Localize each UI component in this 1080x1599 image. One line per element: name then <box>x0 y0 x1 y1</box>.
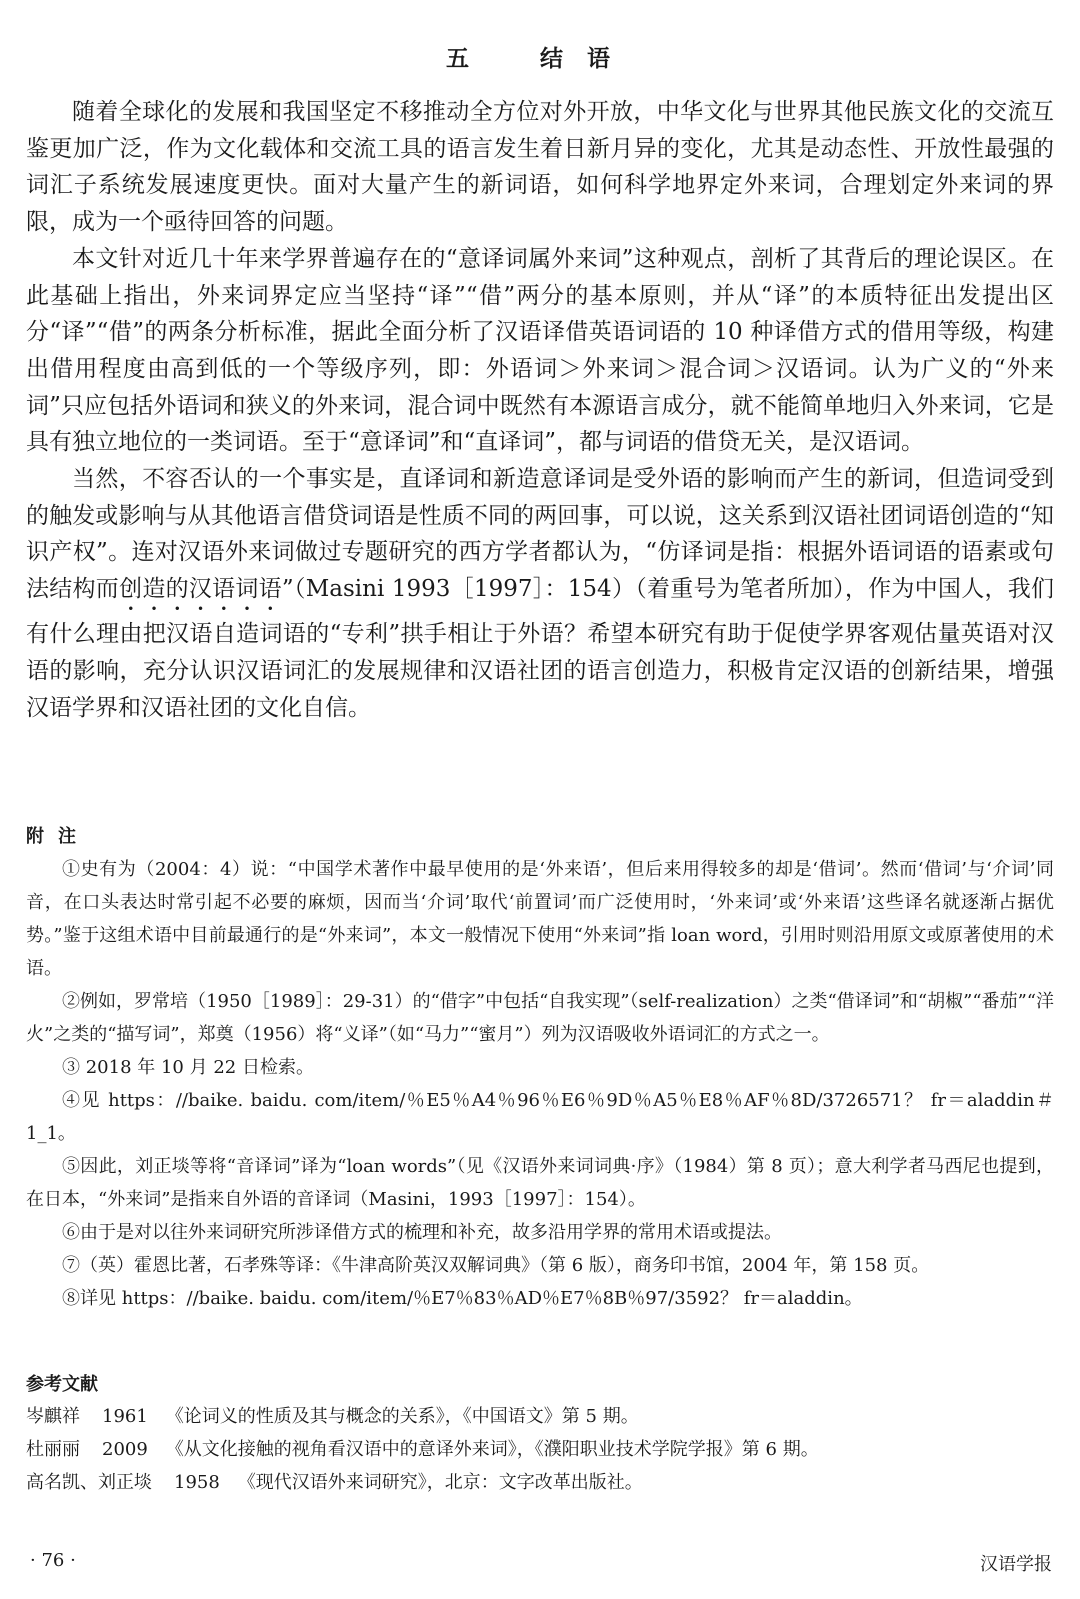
reference-author: 杜丽丽 <box>26 1439 80 1460</box>
reference-year: 2009 <box>102 1439 148 1460</box>
page-number: · 76 · <box>30 1550 76 1571</box>
reference-title: 《论词义的性质及其与概念的关系》，《中国语文》第 5 期。 <box>165 1406 639 1427</box>
note-item: ⑦（英）霍恩比著，石孝殊等译：《牛津高阶英汉双解词典》（第 6 版），商务印书馆，2004 年，第 158 页。 <box>62 1255 930 1276</box>
reference-year: 1958 <box>174 1472 220 1493</box>
emphasized-text: 创造的汉语词语 <box>119 576 282 603</box>
references-heading: 参考文献 <box>26 1374 98 1395</box>
note-item: ②例如，罗常培（1950［1989］：29-31）的“借字”中包括“自我实现”（self-realization）之类“借译词”和“胡椒”“番茄”“洋火”之类的“描写词”，郑奠（1956）将“义译”（如“马力”“蜜月”）列为汉语吸收外语词汇的方式之一。 <box>26 991 1054 1045</box>
reference-author: 高名凯、刘正埮 <box>26 1472 152 1493</box>
paragraph-part: 当然，不容否认的一个事实是，直译词和新造意译词是受外语的影响而产生的新词，但造词受到的触发或影响与从其他语言借贷词语是性质不同的两回事，可以说，这关系到汉语社团词语创造的“知识产权”。连对汉语外来词做过专题研究的西方学者都认为，“仿译词是指：根据外语词语的语素或句法结构而 <box>26 466 1054 603</box>
section-title: 五 结语 <box>446 46 634 72</box>
journal-name: 汉语学报 <box>980 1554 1052 1575</box>
paragraph: 本文针对近几十年来学界普遍存在的“意译词属外来词”这种观点，剖析了其背后的理论误区。在此基础上指出，外来词界定应当坚持“译”“借”两分的基本原则，并从“译”的本质特征出发提出区分“译”“借”的两条分析标准，据此全面分析了汉语译借英语词语的 10 种译借方式的借用等级，构建出借用程度由高到低的一个等级序列，即：外语词＞外来词＞混合词＞汉语词。认为广义的“外来词”只应包括外语词和狭义的外来词，混合词中既然有本源语言成分，就不能简单地归入外来词，它是具有独立地位的一类词语。至于“意译词”和“直译词”，都与词语的借贷无关，是汉语词。 <box>26 245 1054 456</box>
reference-title: 《从文化接触的视角看汉语中的意译外来词》，《濮阳职业技术学院学报》第 6 期。 <box>165 1439 819 1460</box>
notes-list <box>26 853 1054 1315</box>
reference-author: 岑麒祥 <box>26 1406 80 1427</box>
note-item: ③ 2018 年 10 月 22 日检索。 <box>62 1057 314 1078</box>
reference-item <box>26 1466 1054 1499</box>
notes-heading: 附注 <box>26 826 90 847</box>
reference-item <box>26 1433 1054 1466</box>
note-item: ④见 https：//baike. baidu. com/item/％E5％A4％96％E6％9D％A5％E8％AF％8D/3726571？ fr＝aladdin＃1_1。 <box>26 1090 1054 1144</box>
paragraph-part: ”（Masini 1993［1997］：154）（着重号为笔者所加），作为中国人，我们有什么理由把汉语自造词语的“专利”拱手相让于外语？希望本研究有助于促使学界客观估量英语对汉语的影响，充分认识汉语词汇的发展规律和汉语社团的语言创造力，积极肯定汉语的创新结果，增强汉语学界和汉语社团的文化自信。 <box>26 576 1054 721</box>
note-item: ①史有为（2004：4）说：“中国学术著作中最早使用的是‘外来语’，但后来用得较多的却是‘借词’。然而‘借词’与‘介词’同音，在口头表达时常引起不必要的麻烦，因而当‘介词’取代‘前置词’而广泛使用时，‘外来词’或‘外来语’这些译名就逐渐占据优势。”鉴于这组术语中目前最通行的是“外来词”，本文一般情况下使用“外来词”指 loan word，引用时则沿用原文或原著使用的术语。 <box>26 859 1054 979</box>
reference-year: 1961 <box>102 1406 148 1427</box>
note-item: ⑧详见 https：//baike. baidu. com/item/％E7％83％AD％E7％8B％97/3592？ fr＝aladdin。 <box>62 1288 863 1309</box>
note-item: ⑥由于是对以往外来词研究所涉译借方式的梳理和补充，故多沿用学界的常用术语或提法。 <box>62 1222 782 1243</box>
reference-title: 《现代汉语外来词研究》，北京：文字改革出版社。 <box>237 1472 643 1493</box>
note-item: ⑤因此，刘正埮等将“音译词”译为“loan words”（见《汉语外来词词典·序》（1984）第 8 页）；意大利学者马西尼也提到，在日本，“外来词”是指来自外语的音译词（Masini，1993［1997］：154）。 <box>26 1156 1054 1210</box>
paragraph <box>26 461 1054 726</box>
paragraph: 随着全球化的发展和我国坚定不移推动全方位对外开放，中华文化与世界其他民族文化的交流互鉴更加广泛，作为文化载体和交流工具的语言发生着日新月异的变化，尤其是动态性、开放性最强的词汇子系统发展速度更快。面对大量产生的新词语，如何科学地界定外来词，合理划定外来词的界限，成为一个亟待回答的问题。 <box>26 99 1054 236</box>
references-list <box>26 1400 1054 1499</box>
reference-item <box>26 1400 1054 1433</box>
body-text <box>26 94 1054 726</box>
